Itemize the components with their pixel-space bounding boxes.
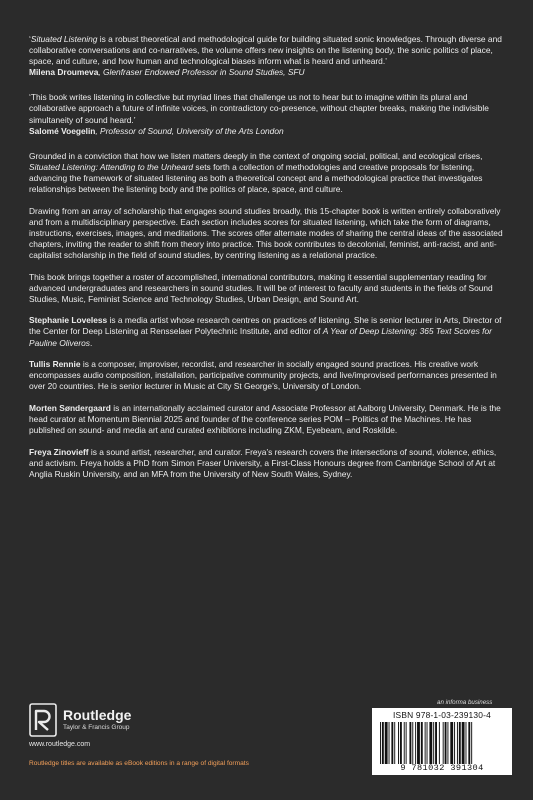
isbn-barcode-box bbox=[372, 708, 512, 775]
endorser-name: Milena Droumeva bbox=[29, 67, 99, 78]
bio-text: is a media artist whose research centres on practices of listening. She is senior lecturer in Arts, Director of the Center for Deep Listening at Rensselaer Polytechnic Institute, and editor of bbox=[29, 315, 502, 337]
description-paragraph-3: This book brings together a roster of accomplished, international contributors, making it essential supplementary reading for advanced undergraduates and researchers in sound studies. It will be of interest to faculty and students in the fields of Sound Studies, Music, Feminist Science and Technology Studies, Urban Design, and Sound Art. bbox=[29, 271, 493, 304]
routledge-logo-icon bbox=[29, 703, 57, 737]
barcode-digits: 9 781032 391304 bbox=[400, 763, 484, 773]
author-bio bbox=[29, 359, 509, 392]
quote-text: is a robust theoretical and methodological guide for building situated sonic knowledges. Through diverse and collaborative conversations and co-narratives, the volume offers new insights on the listening body, the sonic politics of place, space, and culture, and how human and technological biases inform what is heard and unheard.’ bbox=[29, 34, 502, 67]
publisher-website: www.routledge.com bbox=[29, 741, 91, 748]
barcode-icon bbox=[378, 722, 506, 764]
isbn-number: ISBN 978-1-03-239130-4 bbox=[393, 710, 491, 720]
author-name: Freya Zinovieff bbox=[29, 446, 89, 457]
description-text: sets forth a collection of methodologies and creative proposals for listening, advancing the framework of situated listening as both a theoretical concept and a methodological practice that investigates relationships between the listening body and the politics of place, space, and culture. bbox=[29, 161, 483, 195]
bio-text: is a composer, improviser, recordist, and researcher in socially engaged sound practices. His creative work encompasses audio composition, installation, participative community projects, and live/improvised performances presented in over 20 countries. He is senior lecturer in Music at City St George’s, University of London. bbox=[29, 359, 497, 392]
publisher-block bbox=[29, 703, 269, 748]
bio-text: is an internationally acclaimed curator and Associate Professor at Aalborg University, Denmark. He is the head curator at Momentum Biennial 2025 and founder of the conference series POM – Politics of the Machines. He has published on sound- and media art and curated exhibitions including ZKM, Eyebeam, and Roskilde. bbox=[29, 402, 501, 436]
back-cover-text bbox=[29, 34, 509, 491]
endorsement-attribution bbox=[29, 126, 509, 137]
endorsement-attribution bbox=[29, 67, 509, 78]
quote-text: ‘This book writes listening in collective but myriad lines that challenge us not to hear but to imagine within its plural and collaborative approach a future of infinite voices, in contradictory co-presence, without chapter breaks, making the indivisible simultaneity of sound heard.’ bbox=[29, 92, 489, 125]
description-paragraph-1 bbox=[29, 151, 509, 195]
author-bio bbox=[29, 315, 509, 348]
quote-open: ‘ bbox=[29, 34, 31, 44]
description-text: Grounded in a conviction that how we listen matters deeply in the context of ongoing social, political, and ecological crises, bbox=[29, 150, 483, 161]
endorser-role: , Professor of Sound, University of the Arts London bbox=[95, 125, 284, 136]
informa-business-label: an informa business bbox=[437, 699, 493, 706]
author-name: Morten Søndergaard bbox=[29, 402, 111, 413]
publisher-group: Taylor & Francis Group bbox=[63, 724, 130, 731]
publisher-logo bbox=[29, 703, 269, 737]
description-paragraph-2: Drawing from an array of scholarship that engages sound studies broadly, this 15-chapter book is written entirely collaboratively and from a multidisciplinary perspective. Each section includes scores for situated listening, which take the form of diagrams, instructions, exercises, images, and meditations. The scores offer alternate modes of sharing the central ideas of the associated chapters, inviting the reader to shift from theory into practice. This book contributes to decolonial, feminist, anti-racist, and anti-capitalist scholarship in the field of sound studies, by centring listening as a relational practice. bbox=[29, 205, 503, 260]
bio-text-end: . bbox=[89, 337, 93, 348]
author-name: Stephanie Loveless bbox=[29, 315, 108, 326]
publisher-name: Routledge bbox=[63, 707, 132, 723]
author-name: Tullis Rennie bbox=[29, 359, 81, 370]
ebook-availability-note: Routledge titles are available as eBook editions in a range of digital formats bbox=[29, 760, 249, 767]
endorsement-1 bbox=[29, 34, 509, 78]
endorser-name: Salomé Voegelin bbox=[29, 125, 96, 136]
quote-book-title: Situated Listening bbox=[30, 34, 98, 44]
endorser-role: , Glenfraser Endowed Professor in Sound Studies, SFU bbox=[98, 67, 305, 78]
book-full-title: Situated Listening: Attending to the Unheard bbox=[29, 161, 194, 172]
endorsement-2 bbox=[29, 92, 509, 136]
author-bio bbox=[29, 403, 509, 436]
bio-book-title: A Year of Deep Listening: 365 Text Scores for Pauline Oliveros bbox=[29, 326, 492, 348]
bio-text: is a sound artist, researcher, and curator. Freya’s research covers the intersections of sound, violence, ethics, and activism. Freya holds a PhD from Simon Fraser University, a First-Class Honours degree from Cambridge School of Art at Anglia Ruskin University, and an MFA from the University of New South Wales, Sydney. bbox=[29, 446, 497, 479]
author-bio bbox=[29, 447, 509, 480]
